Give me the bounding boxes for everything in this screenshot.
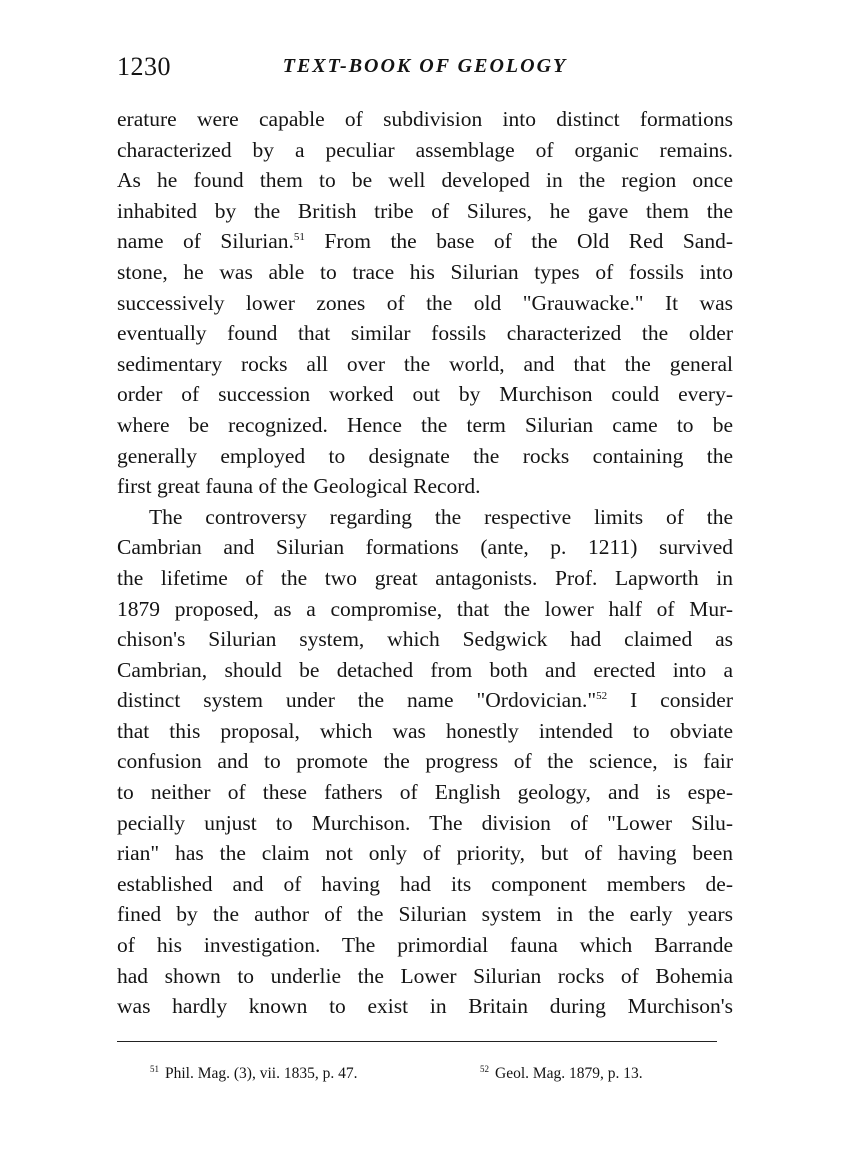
text-line: As he found them to be well developed in the region once	[117, 168, 733, 193]
text-line: characterized by a peculiar assemblage of organic remains.	[117, 137, 733, 162]
running-title: TEXT-BOOK OF GEOLOGY	[282, 55, 568, 77]
text-line: order of succession worked out by Murchison could every-	[117, 382, 733, 407]
body-text	[117, 104, 733, 1022]
footnote-reference: 51	[293, 231, 305, 244]
text-line	[117, 226, 733, 257]
text-line: had shown to underlie the Lower Silurian rocks of Bohemia	[117, 963, 733, 988]
text-line: rian" has the claim not only of priority, but of having been	[117, 841, 733, 866]
footnote-reference: 52	[596, 690, 608, 703]
footnote-divider	[117, 1041, 717, 1042]
page-number: 1230	[117, 52, 171, 81]
text-line: generally employed to designate the rocks containing the	[117, 443, 733, 468]
text-line: first great fauna of the Geological Record.	[117, 474, 481, 499]
text-line: stone, he was able to trace his Silurian types of fossils into	[117, 259, 733, 284]
footnote-mark: 52	[480, 1064, 489, 1074]
text-line: chison's Silurian system, which Sedgwick had claimed as	[117, 627, 733, 652]
text-line: was hardly known to exist in Britain during Murchison's	[117, 994, 733, 1019]
text-line: to neither of these fathers of English geology, and is espe-	[117, 780, 733, 805]
text-fragment: I consider	[630, 688, 734, 713]
text-line: pecially unjust to Murchison. The division of "Lower Silu-	[117, 810, 733, 835]
text-line: of his investigation. The primordial fauna which Barrande	[117, 933, 733, 958]
running-head	[117, 52, 733, 88]
text-fragment: name of Silurian.	[117, 229, 294, 254]
footnotes	[150, 1062, 720, 1086]
text-line: confusion and to promote the progress of the science, is fair	[117, 749, 733, 774]
text-line: 1879 proposed, as a compromise, that the lower half of Mur-	[117, 596, 733, 621]
footnote-text: Geol. Mag. 1879, p. 13.	[495, 1065, 643, 1082]
text-line: the lifetime of the two great antagonists. Prof. Lapworth in	[117, 565, 733, 590]
text-line: Cambrian and Silurian formations (ante, p. 1211) survived	[117, 535, 733, 560]
text-fragment: From the base of the Old Red Sand-	[324, 229, 733, 254]
footnote-text: Phil. Mag. (3), vii. 1835, p. 47.	[165, 1065, 358, 1082]
text-line: Cambrian, should be detached from both and erected into a	[117, 657, 733, 682]
footnote	[480, 1062, 643, 1086]
text-line: inhabited by the British tribe of Silures, he gave them the	[117, 198, 733, 223]
text-line: that this proposal, which was honestly intended to obviate	[117, 718, 733, 743]
text-line: fined by the author of the Silurian system in the early years	[117, 902, 733, 927]
text-line	[117, 685, 733, 716]
text-line: sedimentary rocks all over the world, and that the general	[117, 351, 733, 376]
footnote-mark: 51	[150, 1064, 159, 1074]
text-line: successively lower zones of the old "Grauwacke." It was	[117, 290, 733, 315]
footnote	[150, 1062, 357, 1086]
text-line: where be recognized. Hence the term Silurian came to be	[117, 412, 733, 437]
text-line: established and of having had its component members de-	[117, 871, 733, 896]
text-line: erature were capable of subdivision into distinct formations	[117, 107, 733, 131]
text-fragment: distinct system under the name "Ordovician."	[117, 688, 597, 713]
text-line: eventually found that similar fossils characterized the older	[117, 321, 733, 346]
text-line: The controversy regarding the respective limits of the	[149, 504, 733, 529]
